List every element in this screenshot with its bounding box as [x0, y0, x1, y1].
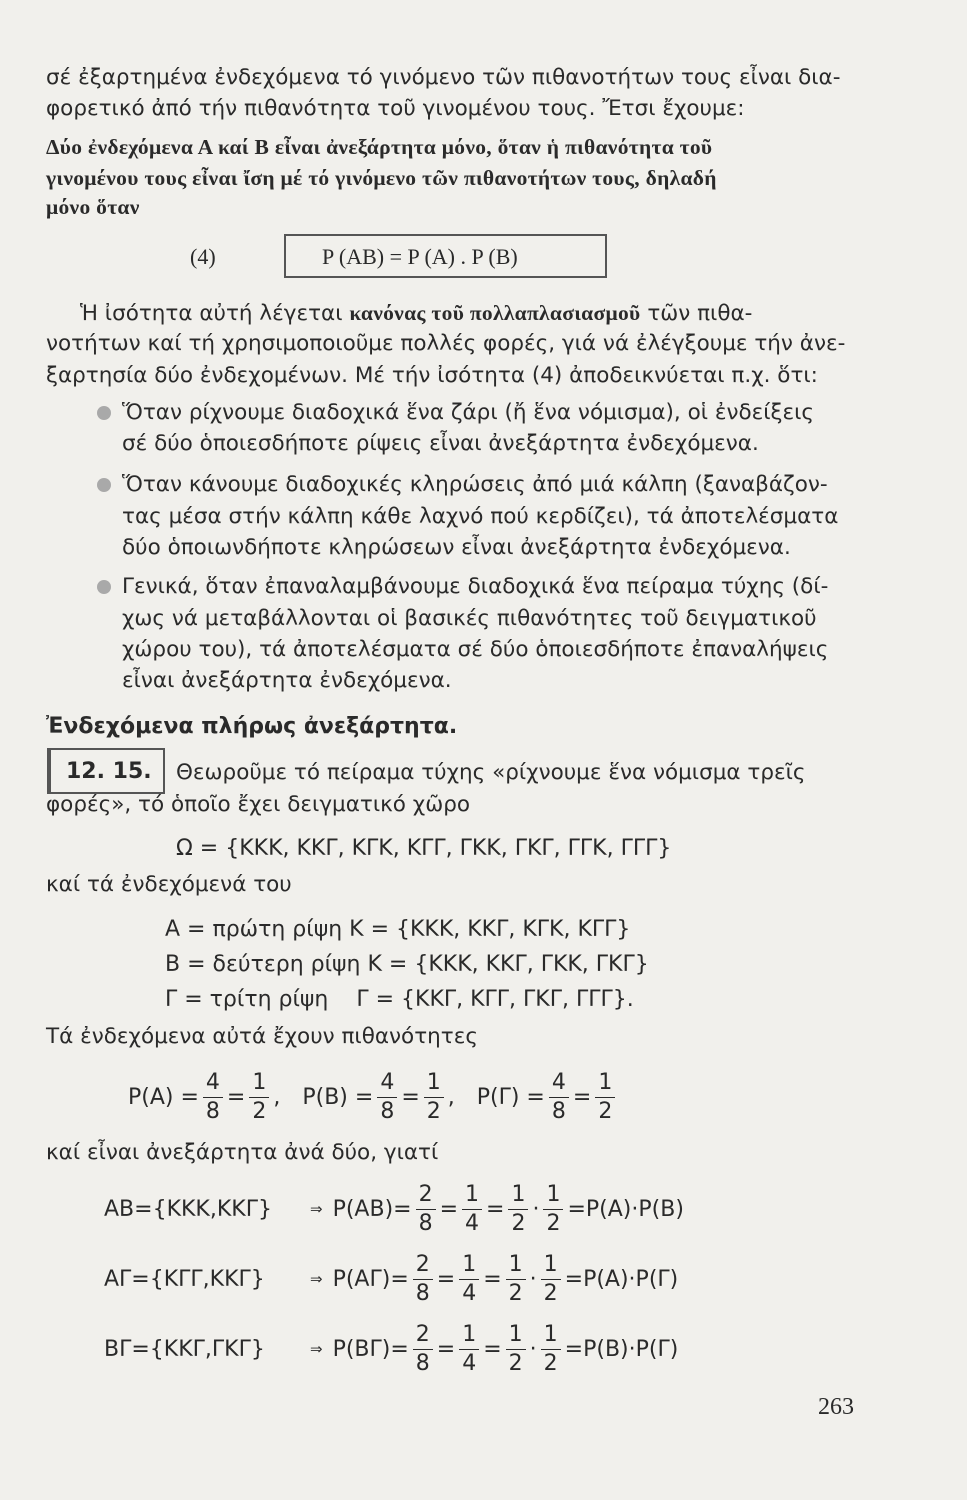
equals: = — [572, 1084, 592, 1110]
numerator: 2 — [413, 1324, 433, 1350]
definition-line: γινομένου τους εἶναι ἴση μέ τό γινόμενο τῶν πιθανοτήτων τους, δηλαδή — [46, 166, 717, 190]
denominator: 8 — [415, 1350, 430, 1376]
equals: = — [439, 1196, 459, 1222]
arrow-icon: ⇒ — [310, 1200, 323, 1218]
text-line: Θεωροῦμε τό πείραμα τύχης «ρίχνουμε ἕνα νόμισμα τρεῖς — [176, 760, 806, 785]
denominator: 2 — [543, 1350, 558, 1376]
equation-number: (4) — [190, 244, 216, 269]
numerator: 1 — [506, 1324, 526, 1350]
fraction — [203, 1069, 223, 1124]
equals: = — [401, 1084, 420, 1110]
denominator: 4 — [462, 1280, 477, 1306]
text-line: Τά ἐνδεχόμενα αὐτά ἔχουν πιθανότητες — [46, 1024, 478, 1049]
denominator: 2 — [252, 1098, 267, 1124]
intersection-set: ΑΓ={ΚΓΓ,ΚΚΓ} — [104, 1266, 265, 1292]
equals: = — [436, 1266, 456, 1292]
dot: · — [529, 1336, 537, 1362]
product-result: =P(A)·P(Γ) — [564, 1266, 679, 1292]
arrow-icon: ⇒ — [310, 1270, 323, 1288]
numerator: 1 — [508, 1184, 528, 1210]
numerator: 1 — [506, 1254, 526, 1280]
text-line: ξαρτησία δύο ἐνδεχομένων. Μέ τήν ἰσότητα (4) ἀποδεικνύεται π.χ. ὅτι: — [46, 363, 818, 388]
event-g-set: Γ = τρίτη ρίψη Γ = {ΚΚΓ, ΚΓΓ, ΓΚΓ, ΓΓΓ}. — [165, 987, 634, 1012]
fraction — [543, 1181, 563, 1236]
bullet-text: Ὅταν ρίχνουμε διαδοχικά ἕνα ζάρι (ἤ ἕνα νόμισμα), οἱ ἐνδείξεις — [122, 400, 815, 425]
numerator: 1 — [462, 1184, 482, 1210]
fraction — [595, 1069, 615, 1124]
intersection-set: ΒΓ={ΚΚΓ,ΓΚΓ} — [104, 1336, 265, 1362]
text-line — [46, 298, 926, 329]
prob-label: P(ΑΒ)= — [332, 1196, 412, 1222]
prob-label: P(Γ) = — [476, 1084, 545, 1110]
bullet-icon — [97, 580, 111, 594]
section-heading: Ἐνδεχόμενα πλήρως ἀνεξάρτητα. — [46, 714, 458, 739]
bullet-icon — [97, 478, 111, 492]
equals: = — [436, 1336, 456, 1362]
denominator: 4 — [465, 1210, 480, 1236]
product-result: =P(A)·P(B) — [567, 1196, 684, 1222]
text-line: καί εἶναι ἀνεξάρτητα ἀνά δύο, γιατί — [46, 1140, 439, 1165]
fraction — [459, 1321, 479, 1376]
event-b-set: Β = δεύτερη ρίψη Κ = {ΚΚΚ, ΚΚΓ, ΓΚΚ, ΓΚΓ} — [165, 952, 649, 977]
fraction — [506, 1321, 526, 1376]
example-label: 12. 15. — [66, 759, 152, 784]
equals: = — [226, 1084, 246, 1110]
denominator: 8 — [415, 1280, 430, 1306]
page-number: 263 — [818, 1394, 854, 1420]
fraction — [249, 1069, 269, 1124]
denominator: 2 — [426, 1098, 441, 1124]
intersection-set: ΑΒ={ΚΚΚ,ΚΚΓ} — [104, 1196, 272, 1222]
numerator: 1 — [424, 1072, 444, 1098]
numerator: 2 — [416, 1184, 436, 1210]
probabilities-row — [128, 1068, 619, 1126]
text-line: καί τά ἐνδεχόμενά του — [46, 872, 292, 897]
bullet-text: σέ δύο ὁποιεσδήποτε ρίψεις εἶναι ἀνεξάρτητα ἐνδεχόμενα. — [122, 431, 759, 456]
product-row — [104, 1320, 678, 1378]
dot: · — [532, 1196, 540, 1222]
equals: = — [486, 1196, 505, 1222]
denominator: 2 — [508, 1350, 523, 1376]
fraction — [549, 1069, 569, 1124]
prob-label: P(ΒΓ)= — [332, 1336, 409, 1362]
prob-label: P(B) = — [302, 1084, 374, 1110]
fraction — [508, 1181, 528, 1236]
bullet-text: τας μέσα στήν κάλπη κάθε λαχνό πού κερδίζει), τά ἀποτελέσματα — [122, 504, 839, 529]
fraction — [377, 1069, 397, 1124]
multiplication-rule-formula: P (AB) = P (A) . P (B) — [322, 244, 518, 269]
numerator: 1 — [459, 1254, 479, 1280]
definition-line: Δύο ἐνδεχόμενα Α καί Β εἶναι ἀνεξάρτητα μόνο, ὅταν ἡ πιθανότητα τοῦ — [46, 135, 713, 159]
denominator: 8 — [205, 1098, 220, 1124]
product-row — [104, 1250, 678, 1308]
numerator: 4 — [549, 1072, 569, 1098]
bullet-text: χως νά μεταβάλλονται οἱ βασικές πιθανότητες τοῦ δειγματικοῦ — [122, 606, 817, 631]
prob-label: P(ΑΓ)= — [332, 1266, 409, 1292]
numerator: 4 — [377, 1072, 397, 1098]
text-part: τῶν πιθα- — [640, 301, 753, 326]
numerator: 1 — [541, 1324, 561, 1350]
fraction — [459, 1251, 479, 1306]
numerator: 1 — [595, 1072, 615, 1098]
event-a-set: Α = πρώτη ρίψη Κ = {ΚΚΚ, ΚΚΓ, ΚΓΚ, ΚΓΓ} — [165, 917, 631, 942]
comma: , — [273, 1084, 281, 1110]
arrow-icon: ⇒ — [310, 1340, 323, 1358]
dot: · — [529, 1266, 537, 1292]
denominator: 2 — [598, 1098, 613, 1124]
numerator: 1 — [459, 1324, 479, 1350]
text-line: σέ ἐξαρτημένα ἐνδεχόμενα τό γινόμενο τῶν πιθανοτήτων τους εἶναι δια- — [46, 65, 841, 90]
numerator: 1 — [541, 1254, 561, 1280]
denominator: 2 — [511, 1210, 526, 1236]
fraction — [424, 1069, 444, 1124]
fraction — [413, 1321, 433, 1376]
comma: , — [447, 1084, 455, 1110]
product-row — [104, 1180, 684, 1238]
denominator: 8 — [380, 1098, 395, 1124]
equals: = — [483, 1336, 502, 1362]
denominator: 2 — [546, 1210, 561, 1236]
bullet-text: Ὅταν κάνουμε διαδοχικές κληρώσεις ἀπό μιά κάλπη (ξαναβάζον- — [122, 472, 828, 497]
emphasis-term: κανόνας τοῦ πολλαπλασιασμοῦ — [349, 301, 641, 325]
text-line: φορετικό ἀπό τήν πιθανότητα τοῦ γινομένου τους. Ἔτσι ἔχουμε: — [46, 96, 745, 121]
text-line: νοτήτων καί τή χρησιμοποιοῦμε πολλές φορές, γιά νά ἐλέγξουμε τήν ἀνε- — [46, 331, 846, 356]
fraction — [416, 1181, 436, 1236]
fraction — [541, 1321, 561, 1376]
bullet-text: δύο ὁποιωνδήποτε κληρώσεων εἶναι ἀνεξάρτητα ἐνδεχόμενα. — [122, 535, 791, 560]
bullet-icon — [97, 406, 111, 420]
bullet-text: χώρου του), τά ἀποτελέσματα σέ δύο ὁποιεσδήποτε ἐπαναλήψεις — [122, 637, 829, 662]
fraction — [506, 1251, 526, 1306]
fraction — [462, 1181, 482, 1236]
equals: = — [483, 1266, 502, 1292]
denominator: 2 — [508, 1280, 523, 1306]
text-part: Ἡ ἰσότητα αὐτή λέγεται — [80, 301, 350, 326]
numerator: 1 — [543, 1184, 563, 1210]
fraction — [541, 1251, 561, 1306]
bullet-text: εἶναι ἀνεξάρτητα ἐνδεχόμενα. — [122, 668, 452, 693]
numerator: 4 — [203, 1072, 223, 1098]
sample-space: Ω = {ΚΚΚ, ΚΚΓ, ΚΓΚ, ΚΓΓ, ΓΚΚ, ΓΚΓ, ΓΓΚ, ΓΓΓ} — [176, 836, 672, 861]
bullet-text: Γενικά, ὅταν ἐπαναλαμβάνουμε διαδοχικά ἕνα πείραμα τύχης (δί- — [122, 574, 829, 599]
product-result: =P(B)·P(Γ) — [564, 1336, 679, 1362]
denominator: 8 — [551, 1098, 566, 1124]
fraction — [413, 1251, 433, 1306]
denominator: 2 — [543, 1280, 558, 1306]
definition-line: μόνο ὅταν — [46, 195, 140, 219]
denominator: 4 — [462, 1350, 477, 1376]
numerator: 1 — [249, 1072, 269, 1098]
text-line: φορές», τό ὁποῖο ἔχει δειγματικό χῶρο — [46, 792, 470, 817]
denominator: 8 — [418, 1210, 433, 1236]
numerator: 2 — [413, 1254, 433, 1280]
prob-label: P(A) = — [128, 1084, 199, 1110]
